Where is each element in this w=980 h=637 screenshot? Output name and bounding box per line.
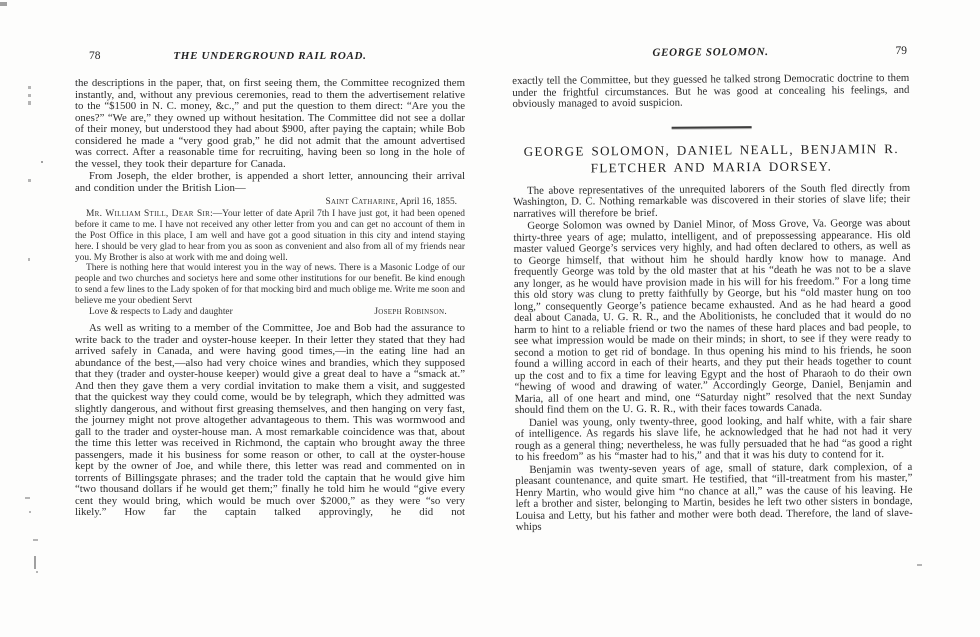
letter-salutation: Mr. William Still, Dear Sir: [86, 208, 211, 219]
scan-artifact: [33, 539, 38, 541]
scan-artifact: [36, 571, 38, 573]
scan-artifact: [0, 2, 7, 6]
paragraph: Benjamin was twenty-seven years of age, small of stature, dark complexion, of a pleasant countenance, and quite smart. He testified, that “ill-treatment from his master,” Henry Martin, who would give him “no chance at all,” was the cause of his leaving. He left a brother and sister, belonging to Martin, besides he left two other sisters in bondage, Louisa and Letty, but his father and mother were both dead. Therefore, the land of slave-whips: [515, 460, 913, 533]
scan-artifact: [34, 556, 36, 569]
letter-signoff: Love & respects to Lady and daughter: [89, 307, 233, 318]
left-page: [75, 50, 465, 520]
paragraph: George Solomon was owned by Daniel Minor, of Moss Grove, Va. George was about thirty-three years of age; mulatto, intelligent, and of prepossessing appearance. His old master valued George’s services very highly, and had often declared to others, as well as to George himself, that without him he should hardly know how to manage. And frequently George was told by the old master that at his “death he was not to be a slave any longer, as he would have provision made in his will for his freedom.” For a long time this old story was clung to pretty faithfully by George, but his “old master hung on too long,” consequently George’s patience became exhausted. And as he had heard a good deal about Canada, U. G. R. R., and the Abolitionists, he concluded that it would do no harm to hint to a reliable friend or two the names of these hard places and bad people, to see what impression would be made on their minds; in short, to see if they were ready to second a motion to get rid of bondage. In thus opening his mind to his friends, he soon found a willing accord in each of their hearts, and they put their heads together to count up the cost and to fix a time for leaving Egypt and the host of Pharaoh to do their own “hewing of wood and drawing of water.” Accordingly George, Daniel, Benjamin and Maria, all of one heart and mind, one “Saturday night” resolved that the next Sunday should find them on the U. G. R. R., with their faces towards Canada.: [513, 216, 912, 416]
letter-paragraph: [75, 209, 465, 264]
letter-signature-row: [75, 307, 465, 318]
section-heading-line2: FLETCHER AND MARIA DORSEY.: [590, 157, 833, 175]
scan-artifact: [28, 179, 31, 182]
paragraph: From Joseph, the elder brother, is appended a short letter, announcing their arrival and condition under the British Lion—: [75, 170, 465, 194]
right-page-header: [512, 45, 909, 62]
scan-artifact: [28, 258, 30, 261]
paragraph: As well as writing to a member of the Committee, Joe and Bob had the assurance to write back to the trader and oyster-house keeper. In their letter they stated that they had arrived safely in Canada, and were having good times,—in the eating line had an abundance of the best,—also had very choice wines and brandies, which they supposed that they (trader and oyster-house keeper) would give a great deal to have a “smack at.” And then they gave them a very cordial invitation to make them a visit, and suggested that the quickest way they could come, would be by telegraph, which they admitted was slightly dangerous, and without first greasing themselves, and then hanging on very fast, the journey might not prove altogether advantageous to them. This was wormwood and gall to the trader and oyster-house man. A most remarkable coincidence was that, about the time this letter was received in Richmond, the captain who brought away the three passengers, made it his business for some reason or other, to call at the oyster-house kept by the owner of Joe, and while there, this letter was read and commented on in torrents of Billingsgate phrases; and the trader told the captain that he would give him “two thousand dollars if he would get them;” finally he told him he would “give every cent they would bring, which would be much over $2000,” as they were “so very likely.” How far the captain talked approvingly, he did not: [75, 322, 465, 519]
left-page-header: [75, 50, 465, 64]
left-running-title: THE UNDERGROUND RAIL ROAD.: [173, 50, 367, 62]
scan-artifact: [28, 86, 31, 89]
scan-artifact: [41, 161, 43, 163]
scan-artifact: [25, 497, 30, 499]
scan-artifact: [917, 564, 922, 566]
paragraph: The above representatives of the unrequited laborers of the South fled directly from Washington, D. C. Nothing remarkable was discovered in their stories of slave life; their narratives will therefore be brief.: [513, 181, 911, 220]
right-running-title: GEORGE SOLOMON.: [652, 45, 769, 59]
right-page: [512, 45, 913, 535]
letter-signature: Joseph Robinson.: [374, 307, 447, 318]
section-divider: [671, 126, 751, 129]
scan-artifact: [28, 94, 31, 97]
letter-body-text: :—Your letter of date April 7th I have just got, it had been opened before it came to me. I have not received any other letter from you and can get no account of them in the Post Office in this place, I am well and have got a good situation in this city and intend staying here. I should be very glad to hear from you as soon as convenient and also from all of my friends near you. My Brother is also at work with me and doing well.: [75, 208, 465, 263]
paragraph: Daniel was young, only twenty-three, good looking, and half white, with a fair share of intelligence. As regards his slave life, he acknowledged that he had not had it very rough as a general thing; nevertheless, he was fully persuaded that he had “as good a right to his freedom” as his “master had to his,” and that it was his duty to contend for it.: [514, 413, 913, 463]
letter-dateline: [75, 197, 465, 208]
right-page-number: 79: [895, 44, 908, 57]
section-heading: [513, 139, 910, 176]
left-page-number: 78: [89, 50, 101, 62]
scan-artifact: [29, 511, 31, 513]
letter-dateline-date: , April 16, 1855.: [395, 197, 457, 207]
scan-artifact: [28, 101, 31, 105]
section-heading-line1: GEORGE SOLOMON, DANIEL NEALL, BENJAMIN R.: [523, 140, 899, 159]
letter-dateline-place: Saint Catharine: [325, 197, 396, 207]
letter-paragraph: There is nothing here that would interest you in the way of news. There is a Masonic Lodge of our people and two churches and societys here and some other institutions for our benefit. Be kind enough to send a few lines to the Lady spoken of for that mocking bird and much oblige me. Write me soon and believe me your obedient Servt: [75, 263, 465, 307]
paragraph: exactly tell the Committee, but they guessed he talked strong Democratic doctrine to them under the frightful circumstances. But he was good at concealing his feelings, and obviously managed to avoid suspicion.: [512, 71, 910, 110]
paragraph: the descriptions in the paper, that, on first seeing them, the Committee recognized them instantly, and, without any previous ceremonies, read to them the advertisement relative to the “$1500 in N. C. money, &c.,” and put the question to them direct: “Are you the ones?” “We are,” they owned up without hesitation. The Committee did not see a dollar of their money, but understood they had about $900, after paying the captain; while Bob considered he made a “very good grab,” he did not admit that the amount advertised was correct. After a reasonable time for recruiting, having been so long in the hole of the vessel, they took their departure for Canada.: [75, 77, 465, 170]
letter-block: [75, 197, 465, 318]
